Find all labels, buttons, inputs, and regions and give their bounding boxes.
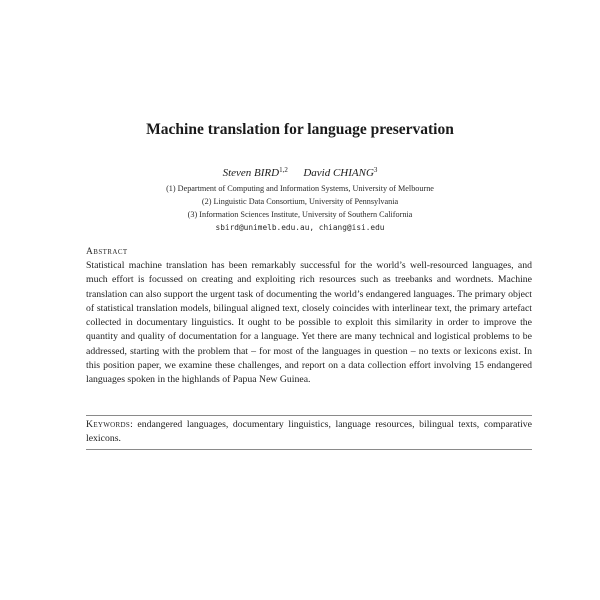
keywords-block — [86, 418, 532, 447]
section-divider — [86, 415, 532, 416]
author-affiliation-marker: 1,2 — [279, 166, 288, 174]
affiliation-line: (1) Department of Computing and Information Systems, University of Melbourne — [166, 184, 434, 193]
author-affiliation-marker: 3 — [373, 166, 378, 174]
keywords-text: endangered languages, documentary linguistics, language resources, bilingual texts, comparative lexicons. — [86, 419, 533, 445]
keywords-label: Keywords — [86, 419, 131, 430]
author-name: Steven BIRD — [222, 167, 280, 179]
affiliation-line: (3) Information Sciences Institute, University of Southern California — [187, 210, 413, 219]
affiliation-line: (2) Linguistic Data Consortium, University of Pennsylvania — [201, 197, 399, 206]
author-name: David CHIANG — [303, 167, 374, 179]
author-line — [0, 167, 600, 179]
section-divider — [86, 449, 532, 450]
keywords-colon: : — [130, 419, 138, 430]
paper-title: Machine translation for language preservation — [146, 121, 454, 138]
abstract-heading: Abstract — [86, 247, 128, 257]
author-emails: sbird@unimelb.edu.au, chiang@isi.edu — [215, 223, 385, 232]
abstract-text: Statistical machine translation has been remarkably successful for the world’s well-resourced languages, and much effort is focussed on creating and exploiting rich resources such as treebanks and wordnets. Machine translation can also support the urgent task of documenting the world’s endangered languages. The primary object of statistical translation models, bilingual aligned text, closely coincides with interlinear text, the primary artefact collected in documentary linguistics. It ought to be possible to exploit this similarity in order to improve the quantity and quality of documentation for a language. Yet there are many technical and logistical problems to be addressed, starting with the problem that – for most of the languages in question – no texts or lexicons exist. In this position paper, we examine these challenges, and report on a data collection effort involving 15 endangered languages spoken in the highlands of Papua New Guinea. — [86, 260, 532, 386]
